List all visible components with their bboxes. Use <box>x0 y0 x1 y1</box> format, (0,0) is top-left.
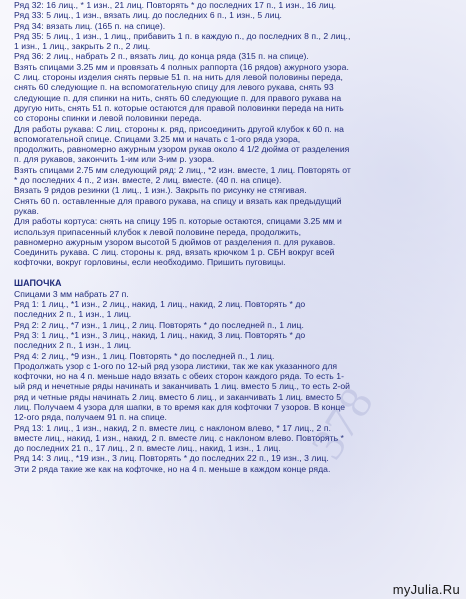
text-line: до последних 21 п., 17 лиц., 2 п. вместе лиц., накид, 1 изн., 1 лиц. <box>14 443 281 454</box>
text-line: Ряд 32: 16 лиц., * 1 изн., 21 лиц. Повторять * до последних 17 п., 1 изн., 16 лиц. <box>14 0 337 10</box>
pattern-text <box>14 0 462 474</box>
text-line: Ряд 14: 3 лиц., *19 изн., 3 лиц. Повторять * до последних 22 п., 19 изн., 3 лиц. <box>14 453 329 464</box>
text-line: Ряд 3: 1 лиц., *1 изн., 3 лиц., накид, 1 лиц., накид, 3 лиц. Повторять * до <box>14 329 306 340</box>
site-logo: myJulia.Ru <box>392 582 460 597</box>
text-line: Для работы рукава: С лиц. стороны к. ряд, присоединить другой клубок к 60 п. на <box>14 123 344 134</box>
text-line: Ряд 13: 1 лиц., 1 изн., накид, 2 п. вместе лиц. с наклоном влево, * 17 лиц., 2 п. <box>14 422 331 433</box>
text-line: со стороны спинки и левой половинки переда. <box>14 113 202 124</box>
text-line: Ряд 2: 2 лиц., *7 изн., 1 лиц., 2 лиц. Повторять * до последней п., 1 лиц. <box>14 319 304 330</box>
hat-instructions <box>14 289 462 474</box>
text-line: лиц. Получаем 4 узора для шапки, в то время как для кофточки 7 узоров. В конце <box>14 401 346 412</box>
text-line: Ряд 34: вязать лиц. (165 п. на спице). <box>14 20 166 31</box>
text-line: Снять 60 п. оставленные для правого рукава, на спицу и вязать как предыдущий <box>14 195 342 206</box>
text-line: Спицами 3 мм набрать 27 п. <box>14 288 129 299</box>
text-line: Взять спицами 2.75 мм следующий ряд: 2 лиц., *2 изн. вместе, 1 лиц. Повторять от <box>14 164 351 175</box>
text-line: вместе лиц., накид, 1 изн., накид, 2 п. вместе лиц. с наклоном влево. Повторять * <box>14 432 344 443</box>
text-line: * до последних 4 п., 2 изн. вместе, 2 лиц. вместе. (40 п. на спице). <box>14 175 282 186</box>
text-line: Вязать 9 рядов резинки (1 лиц., 1 изн.). Закрыть по рисунку не стягивая. <box>14 185 307 196</box>
text-line: рукав. <box>14 205 39 216</box>
text-line: Ряд 36: 2 лиц., набрать 2 п., вязать лиц. до конца ряда (315 п. на спице). <box>14 51 309 62</box>
text-line: С лиц. стороны изделия снять первые 51 п. на нить для левой половины переда, <box>14 72 343 83</box>
text-line: следующие п. для спинки на нить, снять 60 следующие п. для правого рукава на <box>14 92 342 103</box>
watermark: 378 <box>300 376 384 468</box>
text-line: Эти 2 ряда такие же как на кофточке, но на 4 п. меньше в каждом конце ряда. <box>14 463 331 474</box>
text-line: Соединить рукава. С лиц. стороны к. ряд, вязать крючком 1 р. СБН вокруг всей <box>14 247 335 258</box>
text-line: 1 изн., 1 лиц., закрыть 2 п., 2 лиц. <box>14 41 151 52</box>
text-line: Продолжать узор с 1-ого по 12-ый ряд узора листики, так же как указанного для <box>14 360 338 371</box>
text-line: равномерно ажурным узором высотой 5 дюймов от разделения п. для рукавов. <box>14 236 336 247</box>
text-line: ряд и четные ряды начинать 2 лиц. вместо 6 лиц., и заканчивать 1 лиц. вместо 5 <box>14 391 342 402</box>
text-line: последних 2 п., 1 изн., 1 лиц. <box>14 340 132 351</box>
text-line: Ряд 1: 1 лиц., *1 изн., 2 лиц., накид, 1 лиц., накид, 2 лиц. Повторять * до <box>14 299 306 310</box>
text-line: ый ряд и нечетные ряды начинать и заканчивать 1 лиц. вместо 5 лиц., то есть 2-ой <box>14 381 351 392</box>
text-line: Для работы кортуса: снять на спицу 195 п. которые остаются, спицами 3.25 мм и <box>14 216 342 227</box>
text-line: п. для рукавов, закончить 1-им или 3-им р. узора. <box>14 154 215 165</box>
text-line: другую нить, снять 51 п. которые остаются для правой половинки переда на нить <box>14 102 344 113</box>
text-line: Взять спицами 3.25 мм и провязать 4 полных раппорта (16 рядов) ажурного узора. <box>14 61 349 72</box>
text-line: кофточки, но на 4 п. меньше надо вязать с обеих сторон каждого ряда. То есть 1- <box>14 371 344 382</box>
text-line: Ряд 35: 5 лиц., 1 изн., 1 лиц., прибавить 1 п. в каждую п., до последних 8 п., 2 лиц., <box>14 30 351 41</box>
text-line: Ряд 33: 5 лиц., 1 изн., вязать лиц. до последних 6 п., 1 изн., 5 лиц. <box>14 10 282 21</box>
text-line: используя припасенный клубок к левой половине переда, продолжить, <box>14 226 302 237</box>
text-line: вспомогательной спице. Спицами 3.25 мм и начать с 1-ого ряда узора, <box>14 133 301 144</box>
text-line: кофточки, вокруг горловины, если необходимо. Пришить пуговицы. <box>14 257 286 268</box>
text-line: продолжить, равномерно ажурным узором рукав около 4 1/2 дюйма от разделения <box>14 144 350 155</box>
jacket-instructions <box>14 0 462 268</box>
text-line: Ряд 4: 2 лиц., *9 изн., 1 лиц. Повторять * до последней п., 1 лиц. <box>14 350 275 361</box>
text-line: снять 60 следующие п. на вспомогательную спицу для левого рукава, снять 93 <box>14 82 334 93</box>
text-line: 12-ого ряда, получаем 91 п. на спице. <box>14 412 167 423</box>
text-line: последних 2 п., 1 изн., 1 лиц. <box>14 309 132 320</box>
hat-section-title: ШАПОЧКА <box>14 277 62 288</box>
